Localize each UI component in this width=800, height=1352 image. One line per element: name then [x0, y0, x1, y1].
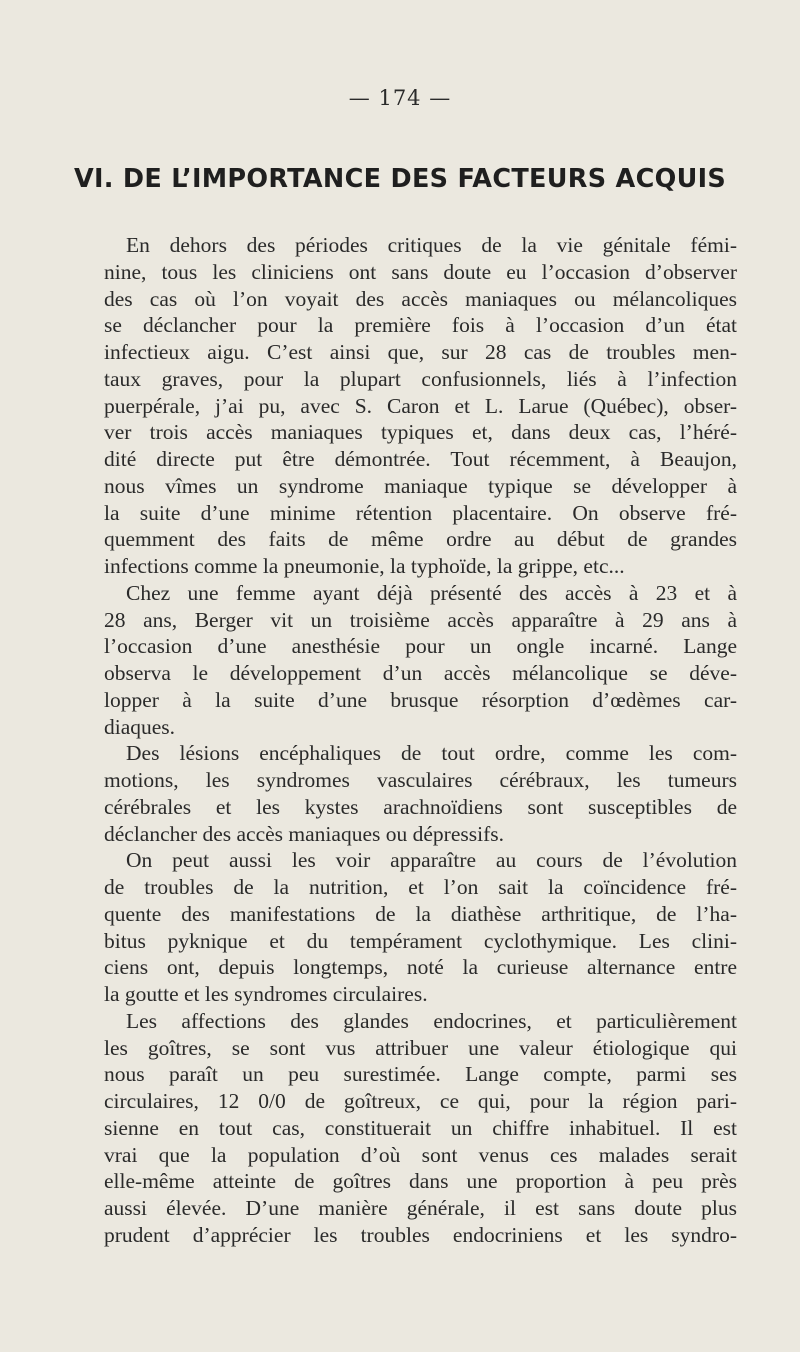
- text-line: prudent d’apprécier les troubles endocriniens et les syndro-: [104, 1222, 737, 1247]
- text-line: déclancher des accès maniaques ou dépressifs.: [104, 821, 504, 846]
- text-line: des cas où l’on voyait des accès maniaques ou mélancoliques: [104, 286, 737, 311]
- text-line: dité directe put être démontrée. Tout récemment, à Beaujon,: [104, 447, 737, 471]
- text-line: bitus pyknique et du tempérament cyclothymique. Les clini-: [104, 928, 737, 953]
- text-line: infectieux aigu. C’est ainsi que, sur 28 cas de troubles men-: [104, 340, 737, 364]
- text-line: aussi élevée. D’une manière générale, il est sans doute plus: [104, 1196, 737, 1220]
- text-line: circulaires, 12 0/0 de goîtreux, ce qui, pour la région pari-: [104, 1089, 737, 1113]
- text-line: Chez une femme ayant déjà présenté des accès à 23 et à: [126, 580, 737, 605]
- text-line: la goutte et les syndromes circulaires.: [104, 982, 428, 1006]
- text-line: taux graves, pour la plupart confusionnels, liés à l’infection: [104, 366, 737, 391]
- text-line: infections comme la pneumonie, la typhoïde, la grippe, etc...: [104, 554, 625, 578]
- text-line: les goîtres, se sont vus attribuer une valeur étiologique qui: [104, 1035, 737, 1060]
- text-line: quente des manifestations de la diathèse arthritique, de l’ha-: [104, 901, 737, 926]
- section-title: VI. DE L’IMPORTANCE DES FACTEURS ACQUIS: [73, 164, 727, 194]
- page-number: — 174 —: [348, 86, 452, 110]
- text-line: de troubles de la nutrition, et l’on sait la coïncidence fré-: [104, 875, 737, 899]
- text-line: observa le développement d’un accès mélancolique se déve-: [104, 661, 737, 685]
- text-line: la suite d’une minime rétention placentaire. On observe fré-: [104, 500, 737, 525]
- text-line: lopper à la suite d’une brusque résorption d’œdèmes car-: [104, 687, 737, 712]
- text-line: En dehors des périodes critiques de la vie génitale fémi-: [126, 233, 737, 257]
- text-line: ciens ont, depuis longtemps, noté la curieuse alternance entre: [104, 955, 737, 980]
- text-line: nous vîmes un syndrome maniaque typique se développer à: [104, 473, 737, 498]
- text-line: motions, les syndromes vasculaires cérébraux, les tumeurs: [104, 768, 737, 792]
- text-line: ver trois accès maniaques typiques et, dans deux cas, l’héré-: [104, 420, 737, 445]
- text-line: sienne en tout cas, constituerait un chiffre inhabituel. Il est: [104, 1115, 737, 1140]
- text-line: se déclancher pour la première fois à l’occasion d’un état: [104, 313, 737, 338]
- text-line: puerpérale, j’ai pu, avec S. Caron et L. Larue (Québec), obser-: [104, 393, 737, 418]
- text-line: Les affections des glandes endocrines, et particulièrement: [126, 1008, 737, 1033]
- text-line: Des lésions encéphaliques de tout ordre, comme les com-: [126, 741, 737, 766]
- body-text: [104, 232, 737, 1249]
- text-line: nine, tous les cliniciens ont sans doute eu l’occasion d’observer: [104, 259, 737, 284]
- text-line: cérébrales et les kystes arachnoïdiens sont susceptibles de: [104, 794, 737, 819]
- text-line: diaques.: [104, 714, 176, 739]
- text-line: quemment des faits de même ordre au début de grandes: [104, 527, 737, 552]
- text-line: nous paraît un peu surestimée. Lange compte, parmi ses: [104, 1062, 737, 1087]
- text-line: l’occasion d’une anesthésie pour un ongle incarné. Lange: [104, 634, 737, 659]
- text-line: vrai que la population d’où sont venus ces malades serait: [104, 1142, 737, 1167]
- text-line: 28 ans, Berger vit un troisième accès apparaître à 29 ans à: [104, 607, 737, 632]
- text-line: elle-même atteinte de goîtres dans une proportion à peu près: [104, 1169, 737, 1194]
- text-line: On peut aussi les voir apparaître au cours de l’évolution: [126, 848, 737, 873]
